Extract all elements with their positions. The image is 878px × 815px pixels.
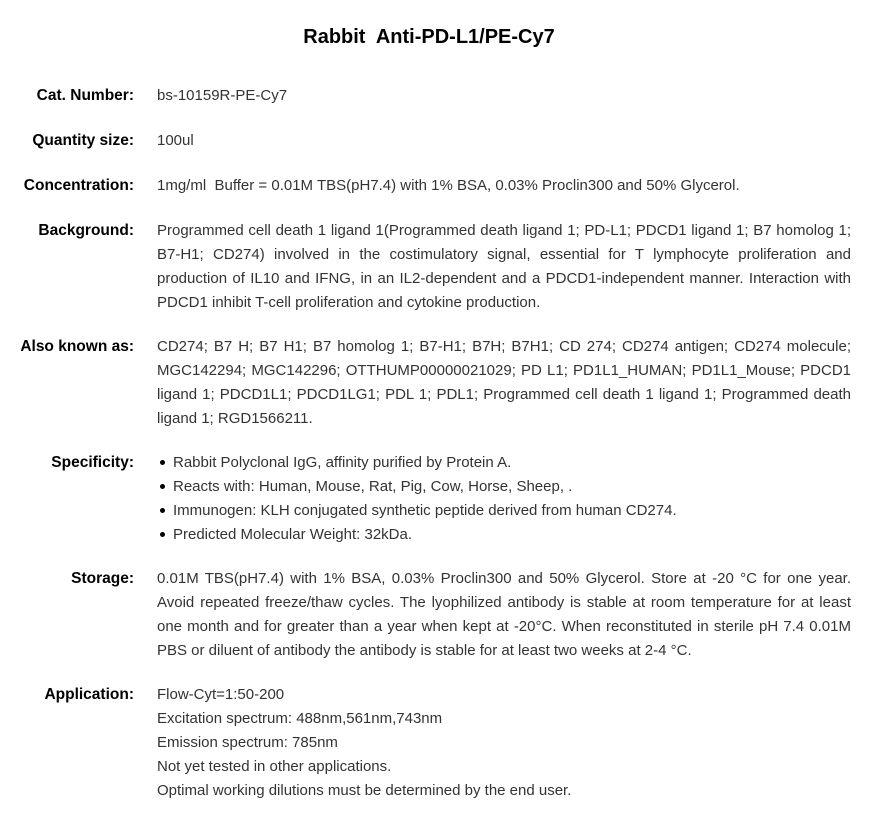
also-known-as-label: Also known as: — [20, 338, 134, 355]
specificity-item — [157, 451, 851, 475]
application-label: Application: — [44, 686, 134, 703]
application-line: Excitation spectrum: 488nm,561nm,743nm — [157, 710, 443, 727]
application-line: Emission spectrum: 785nm — [157, 734, 338, 751]
specificity-label: Specificity: — [51, 454, 134, 471]
storage-value: 0.01M TBS(pH7.4) with 1% BSA, 0.03% Proclin300 and 50% Glycerol. Store at -20 °C for one year. Avoid repeated freeze/thaw cycles. The lyophilized antibody is stable at room temperature for at least one month and for greater than a year when kept at -20°C. When reconstituted in sterile pH 7.4 0.01M PBS or diluent of antibody the antibody is stable for at least two weeks at 2-4 °C. — [157, 570, 851, 659]
concentration-value: 1mg/ml Buffer = 0.01M TBS(pH7.4) with 1% BSA, 0.03% Proclin300 and 50% Glycerol. — [157, 177, 740, 194]
bullet-icon — [160, 532, 165, 537]
concentration-label: Concentration: — [23, 177, 134, 194]
specificity-item-text: Immunogen: KLH conjugated synthetic peptide derived from human CD274. — [173, 502, 677, 519]
background-value: Programmed cell death 1 ligand 1(Programmed death ligand 1; PD-L1; PDCD1 ligand 1; B7 homolog 1; B7-H1; CD274) involved in the costimulatory signal, essential for T lymphocyte proliferation and production of IL10 and IFNG, in an IL2-dependent and a PDCD1-independent manner. Interaction with PDCD1 inhibit T-cell proliferation and cytokine production. — [157, 222, 851, 311]
bullet-icon — [160, 508, 165, 513]
cat-number-value: bs-10159R-PE-Cy7 — [157, 87, 288, 104]
specificity-item-text: Predicted Molecular Weight: 32kDa. — [173, 526, 413, 543]
background-label: Background: — [38, 222, 134, 239]
bullet-icon — [160, 460, 165, 465]
bullet-icon — [160, 484, 165, 489]
application-line: Optimal working dilutions must be determined by the end user. — [157, 782, 572, 799]
specificity-item — [157, 475, 851, 499]
storage-label: Storage: — [71, 570, 134, 587]
specificity-item-text: Rabbit Polyclonal IgG, affinity purified by Protein A. — [173, 454, 512, 471]
specificity-item — [157, 499, 851, 523]
cat-number-label: Cat. Number: — [36, 87, 134, 104]
page-title: Rabbit Anti-PD-L1/PE-Cy7 — [303, 26, 555, 48]
specificity-item-text: Reacts with: Human, Mouse, Rat, Pig, Cow, Horse, Sheep, . — [173, 478, 573, 495]
also-known-as-value: CD274; B7 H; B7 H1; B7 homolog 1; B7-H1; B7H; B7H1; CD 274; CD274 antigen; CD274 molecule; MGC142294; MGC142296; OTTHUMP00000021029; PD L1; PD1L1_HUMAN; PD1L1_Mouse; PDCD1 ligand 1; PDCD1L1; PDCD1LG1; PDL 1; PDL1; Programmed cell death 1 ligand 1; Programmed death ligand 1; RGD1566211. — [157, 338, 851, 427]
application-value — [157, 683, 851, 803]
application-line: Not yet tested in other applications. — [157, 758, 392, 775]
specificity-item — [157, 523, 851, 547]
quantity-size-label: Quantity size: — [32, 132, 134, 149]
quantity-size-value: 100ul — [157, 132, 194, 149]
application-line: Flow-Cyt=1:50-200 — [157, 686, 285, 703]
specificity-list — [157, 451, 851, 547]
